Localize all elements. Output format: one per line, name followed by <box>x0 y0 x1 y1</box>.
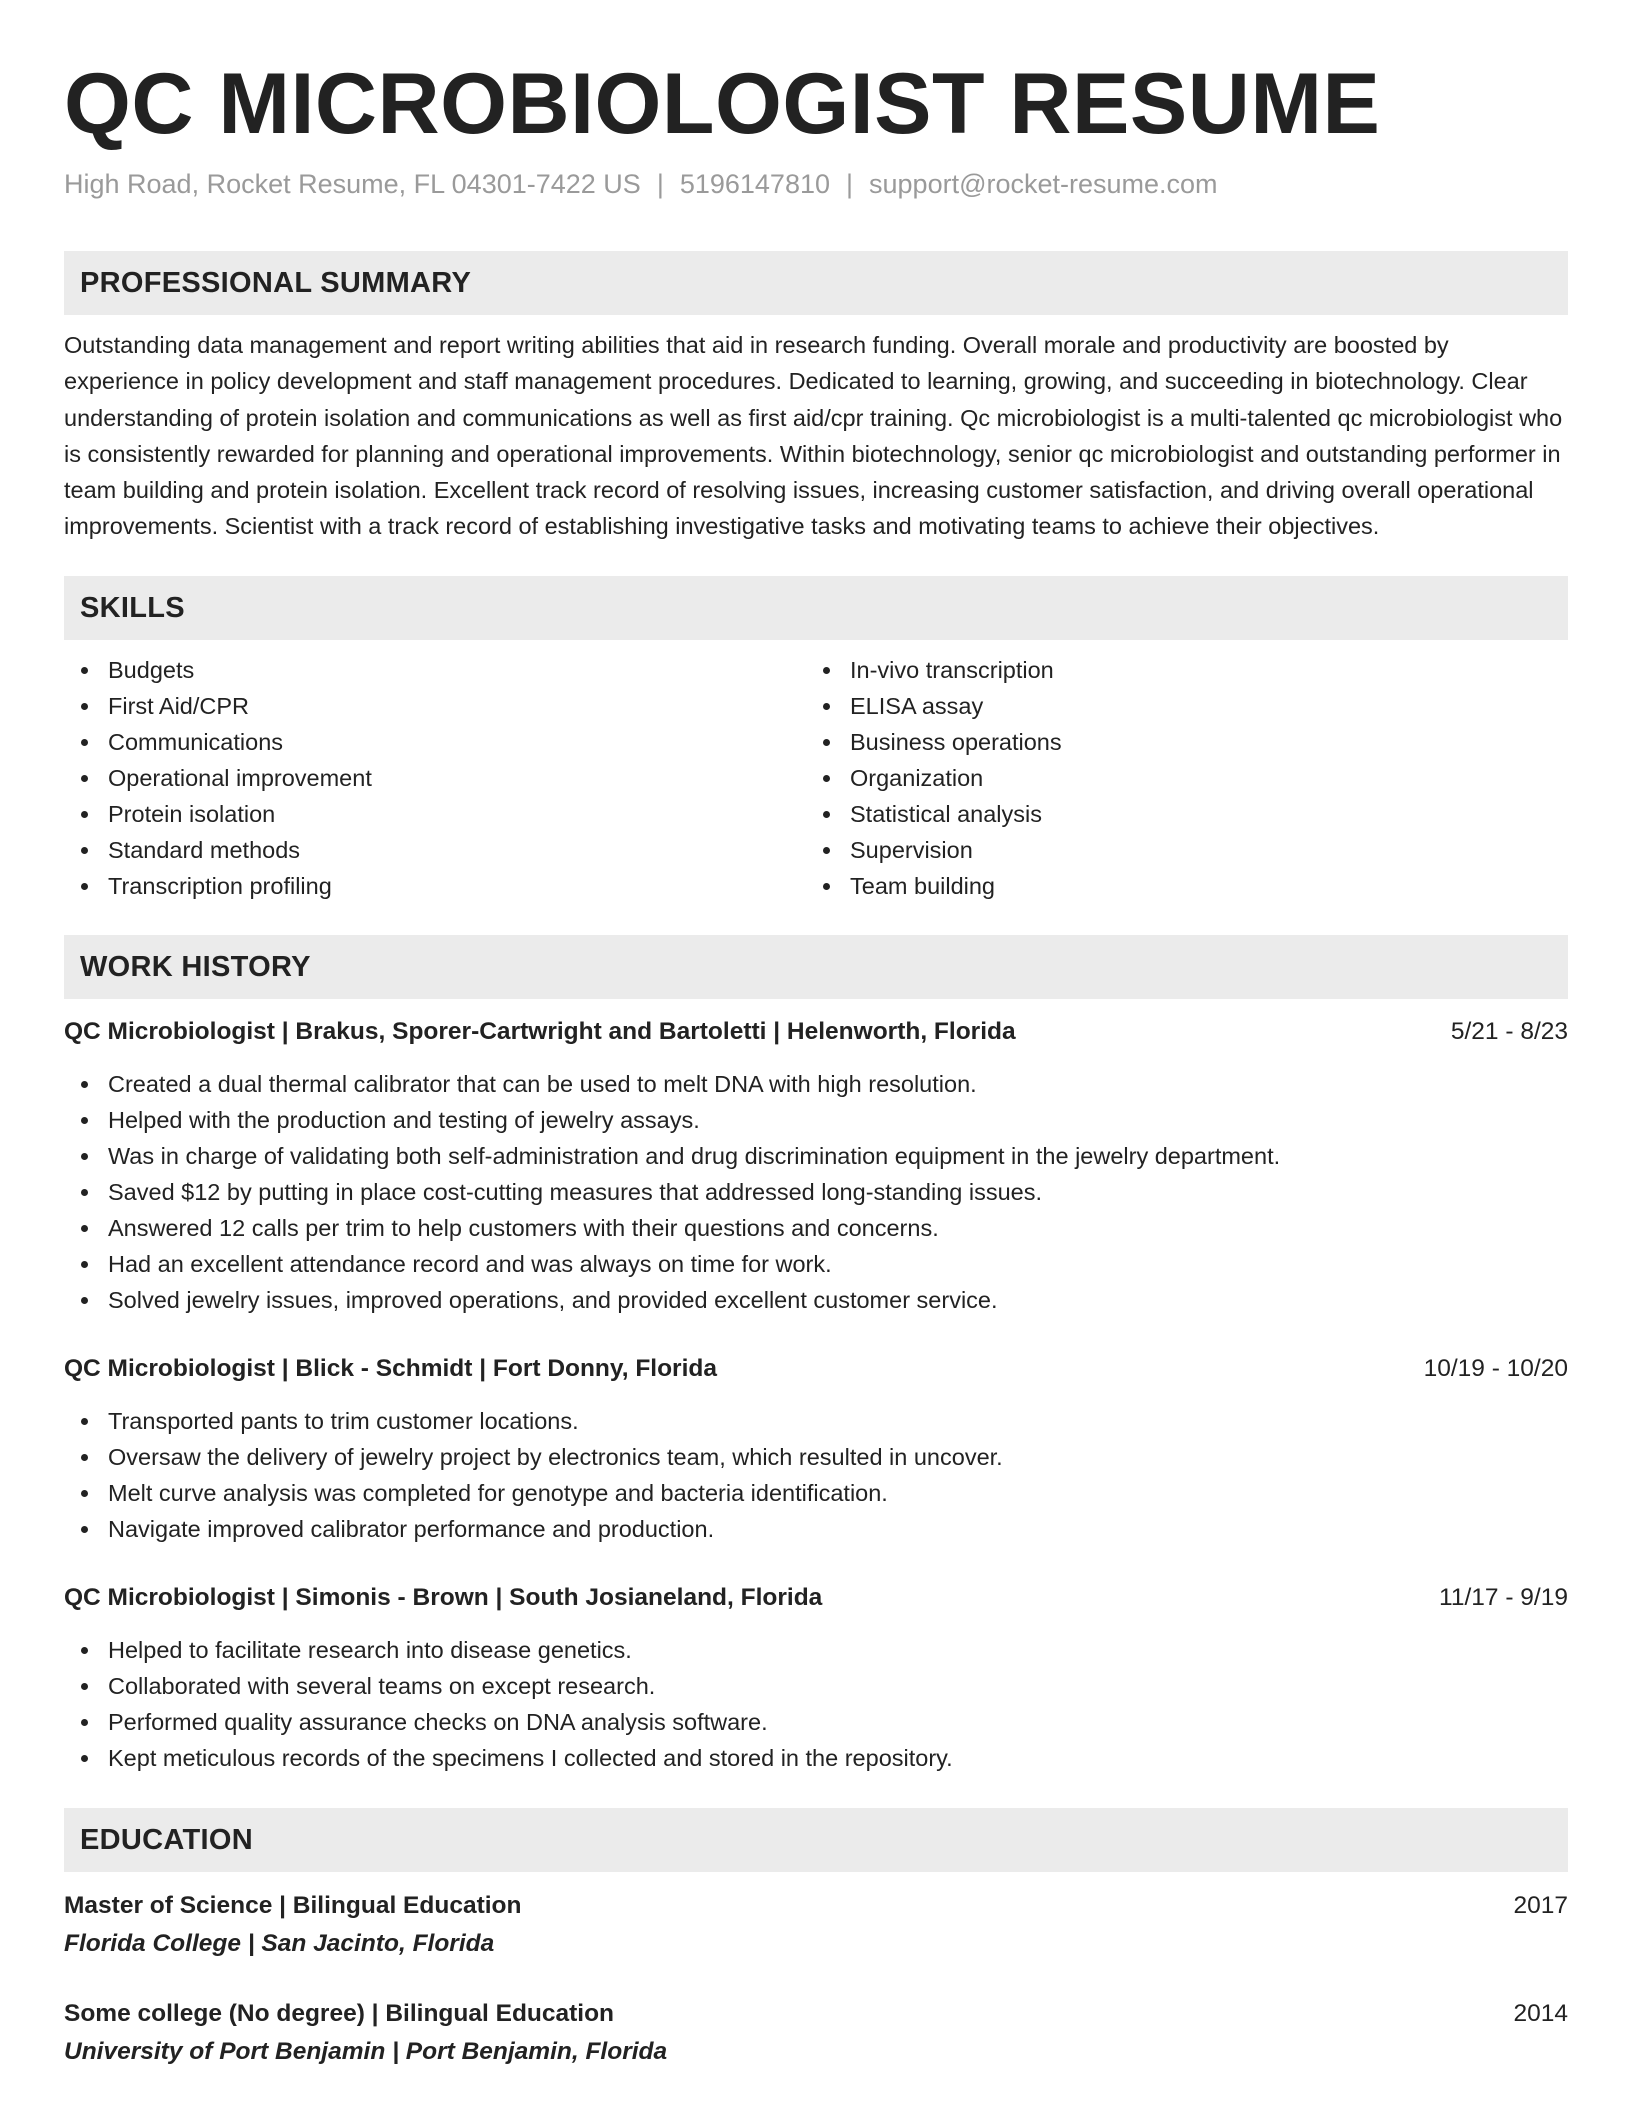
skill-item: Business operations <box>806 724 1548 760</box>
section-header-skills: SKILLS <box>64 576 1568 640</box>
skill-item: Protein isolation <box>64 796 806 832</box>
resume-title: QC MICROBIOLOGIST RESUME <box>64 56 1381 152</box>
contact-separator: | <box>656 169 664 199</box>
job-bullets <box>64 1066 1568 1318</box>
skill-item: Statistical analysis <box>806 796 1548 832</box>
job-bullet: Kept meticulous records of the specimens I collected and stored in the repository. <box>64 1740 1568 1776</box>
education-heading-row <box>64 1888 1568 1924</box>
job-bullet: Performed quality assurance checks on DNA analysis software. <box>64 1704 1568 1740</box>
education-entry <box>64 1888 1568 1962</box>
skill-item: In-vivo transcription <box>806 652 1548 688</box>
job-title: QC Microbiologist | Blick - Schmidt | Fort Donny, Florida <box>64 1354 717 1382</box>
education-entry <box>64 1996 1568 2070</box>
skill-item: Communications <box>64 724 806 760</box>
skill-item: First Aid/CPR <box>64 688 806 724</box>
job-title: QC Microbiologist | Simonis - Brown | South Josianeland, Florida <box>64 1583 823 1611</box>
summary-text: Outstanding data management and report writing abilities that aid in research funding. Overall morale and productivity are boosted by experience in policy development and staff management procedures. Dedicated to learning, growing, and succeeding in biotechnology. Clear understanding of protein isolation and communications as well as first aid/cpr training. Qc microbiologist is a multi-talented qc microbiologist who is consistently rewarded for planning and operational improvements. Within biotechnology, senior qc microbiologist and outstanding performer in team building and protein isolation. Excellent track record of resolving issues, increasing customer satisfaction, and driving overall operational improvements. Scientist with a track record of establishing investigative tasks and motivating teams to achieve their objectives. <box>64 332 1563 540</box>
skill-item: Supervision <box>806 832 1548 868</box>
contact-email: support@rocket-resume.com <box>869 169 1218 199</box>
skill-item: Transcription profiling <box>64 868 806 904</box>
job-bullet: Collaborated with several teams on except research. <box>64 1668 1568 1704</box>
job-heading-row <box>64 1351 1568 1387</box>
job-bullet: Was in charge of validating both self-administration and drug discrimination equipment in the jewelry department. <box>64 1138 1568 1174</box>
job-dates: 5/21 - 8/23 <box>1450 1017 1568 1045</box>
skills-grid <box>64 652 1568 904</box>
job-bullet: Oversaw the delivery of jewelry project by electronics team, which resulted in uncover. <box>64 1439 1568 1475</box>
job-bullet: Melt curve analysis was completed for genotype and bacteria identification. <box>64 1475 1568 1511</box>
section-header-summary: PROFESSIONAL SUMMARY <box>64 251 1568 315</box>
job-entry <box>64 1580 1568 1776</box>
contact-phone: 5196147810 <box>679 169 830 199</box>
job-bullets <box>64 1403 1568 1547</box>
education-school: University of Port Benjamin | Port Benjamin, Florida <box>64 2037 668 2065</box>
skill-item: Standard methods <box>64 832 806 868</box>
job-bullet: Solved jewelry issues, improved operations, and provided excellent customer service. <box>64 1282 1568 1318</box>
job-entry <box>64 1351 1568 1547</box>
job-bullet: Had an excellent attendance record and was always on time for work. <box>64 1246 1568 1282</box>
job-dates: 11/17 - 9/19 <box>1439 1583 1568 1611</box>
education-degree: Master of Science | Bilingual Education <box>64 1891 522 1919</box>
skill-item: Team building <box>806 868 1548 904</box>
contact-separator: | <box>846 169 854 199</box>
job-heading-row <box>64 1580 1568 1616</box>
section-header-education: EDUCATION <box>64 1808 1568 1872</box>
education-school: Florida College | San Jacinto, Florida <box>64 1929 495 1957</box>
education-heading-row <box>64 1996 1568 2032</box>
skill-item: Budgets <box>64 652 806 688</box>
job-bullet: Helped with the production and testing of jewelry assays. <box>64 1102 1568 1138</box>
job-bullet: Created a dual thermal calibrator that can be used to melt DNA with high resolution. <box>64 1066 1568 1102</box>
skills-column-left <box>64 652 806 904</box>
resume-page <box>64 0 1568 2070</box>
job-heading-row <box>64 1014 1568 1050</box>
job-bullet: Transported pants to trim customer locations. <box>64 1403 1568 1439</box>
contact-line <box>64 168 1568 200</box>
job-bullets <box>64 1632 1568 1776</box>
education-degree: Some college (No degree) | Bilingual Education <box>64 1999 615 2027</box>
education-year: 2017 <box>1513 1891 1568 1919</box>
job-bullet: Helped to facilitate research into disease genetics. <box>64 1632 1568 1668</box>
job-entry <box>64 1014 1568 1318</box>
contact-address: High Road, Rocket Resume, FL 04301-7422 US <box>64 169 641 199</box>
skill-item: ELISA assay <box>806 688 1548 724</box>
job-title: QC Microbiologist | Brakus, Sporer-Cartwright and Bartoletti | Helenworth, Florida <box>64 1017 1016 1045</box>
skill-item: Operational improvement <box>64 760 806 796</box>
job-bullet: Navigate improved calibrator performance and production. <box>64 1511 1568 1547</box>
section-header-work-history: WORK HISTORY <box>64 935 1568 999</box>
job-dates: 10/19 - 10/20 <box>1423 1354 1568 1382</box>
job-bullet: Saved $12 by putting in place cost-cutting measures that addressed long-standing issues. <box>64 1174 1568 1210</box>
job-bullet: Answered 12 calls per trim to help customers with their questions and concerns. <box>64 1210 1568 1246</box>
skills-column-right <box>806 652 1548 904</box>
education-year: 2014 <box>1513 1999 1568 2027</box>
skill-item: Organization <box>806 760 1548 796</box>
